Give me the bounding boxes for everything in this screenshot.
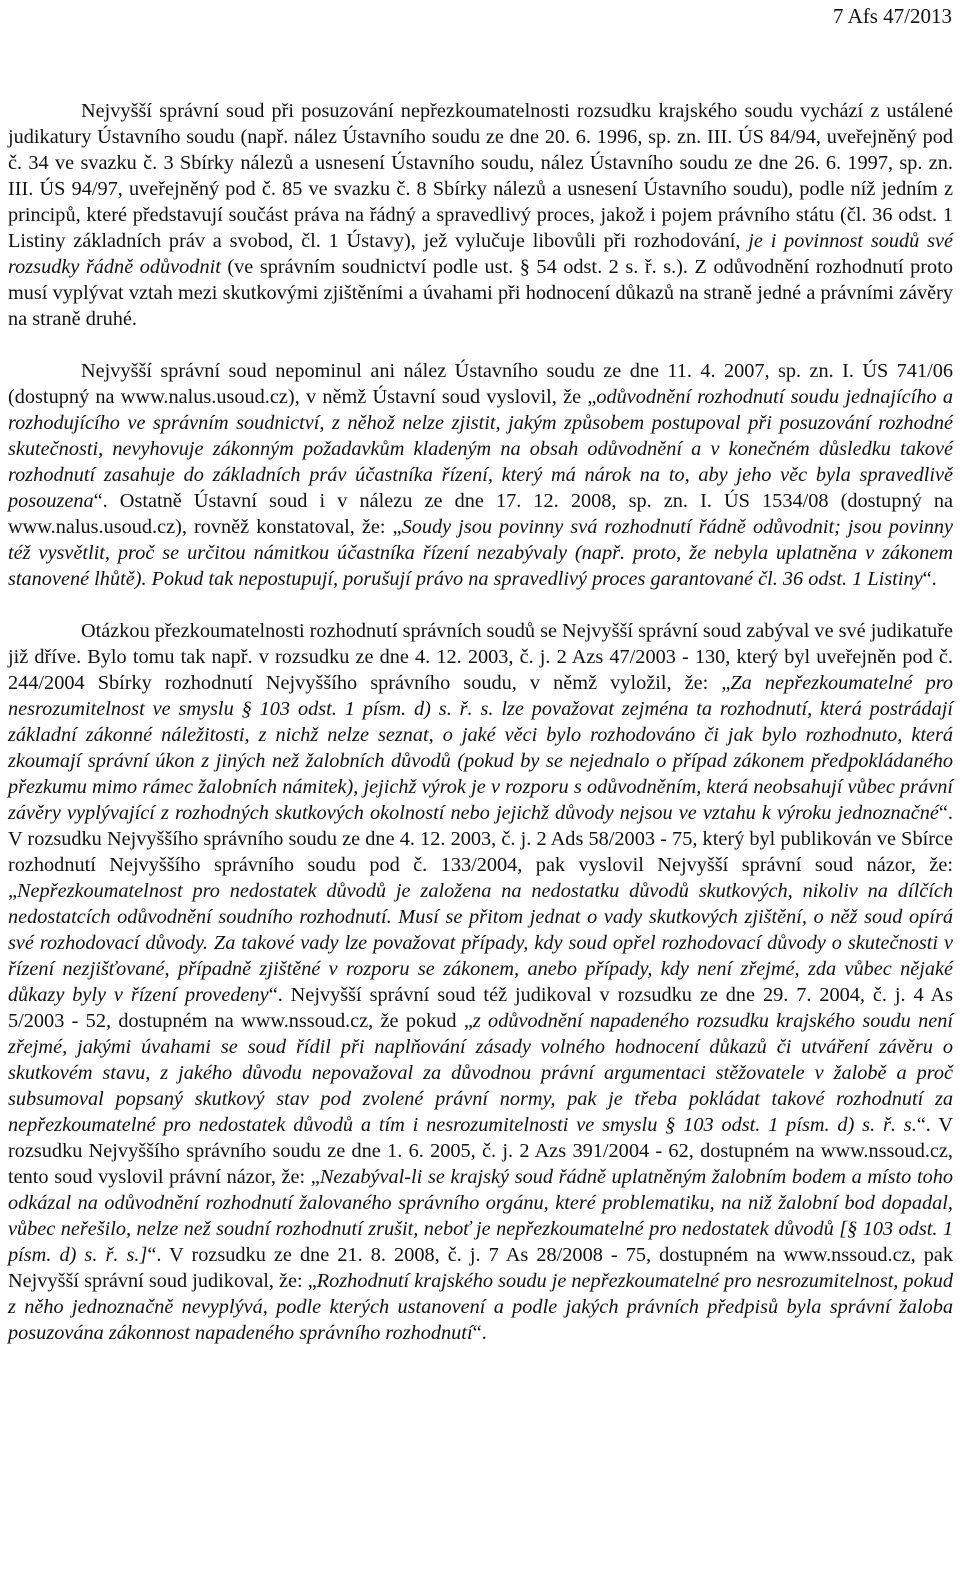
paragraph-2: [8, 358, 953, 592]
quoted-ruling-text: z odůvodnění napadeného rozsudku krajského soudu není zřejmé, jakými úvahami se soud řídil při naplňování zásady volného hodnocení důkazů či utváření závěru o skutkovém stavu, z jakého důvodu nepovažoval za důvodnou právní argumentaci stěžovatele v žalobě a proč subsumoval popsaný skutkový stav pod zvolené právní normy, pak je třeba pokládat takové rozhodnutí za nepřezkoumatelné pro nedostatek důvodů a tím i nesrozumitelnosti ve smyslu § 103 odst. 1 písm. d) s. ř. s.: [8, 1010, 953, 1136]
text-segment: Nejvyšší správní soud nepominul ani nález Ústavního soudu ze dne 11. 4. 2007, sp. zn. I. ÚS 741/06 (dostupný na www.nalus.usoud.cz), v němž Ústavní soud vyslovil, že „: [8, 360, 953, 408]
text-segment: “. Ostatně Ústavní soud i v nálezu ze dne 17. 12. 2008, sp. zn. I. ÚS 1534/08 (dostupný na www.nalus.usoud.cz), rovněž konstatoval, že: „: [8, 490, 953, 538]
text-segment: “. Nejvyšší správní soud též judikoval v rozsudku ze dne 29. 7. 2004, č. j. 4 As 5/2003 - 52, dostupném na www.nssoud.cz, že pokud „: [8, 984, 953, 1032]
paragraph-3: [8, 618, 953, 1346]
quoted-ruling-text: Nezabýval-li se krajský soud řádně uplatněným žalobním bodem a místo toho odkázal na odůvodnění rozhodnutí žalovaného správního orgánu, které problematiku, na niž žalobní bod dopadal, vůbec neřešilo, nelze než soudní rozhodnutí zrušit, neboť je nepřezkoumatelné pro nedostatek důvodů [§ 103 odst. 1 písm. d) s. ř. s.]: [8, 1166, 953, 1266]
quoted-ruling-text: odůvodnění rozhodnutí soudu jednajícího a rozhodujícího ve správním soudnictví, z něhož nelze zjistit, jakým způsobem postupoval při posuzování rozhodné skutečnosti, nevyhovuje zákonným požadavkům kladeným na obsah odůvodnění a v konečném důsledku takové rozhodnutí zasahuje do základních práv účastníka řízení, který má nárok na to, aby jeho věc byla spravedlivě posouzena: [8, 386, 953, 512]
paragraph-1: [8, 98, 953, 332]
document-body: [8, 98, 953, 1346]
text-segment: “.: [472, 1322, 487, 1344]
text-segment: “. V rozsudku Nejvyššího správního soudu ze dne 1. 6. 2005, č. j. 2 Azs 391/2004 - 62, dostupném na www.nssoud.cz, tento soud vyslovil právní názor, že: „: [8, 1114, 953, 1188]
quoted-ruling-text: Nepřezkoumatelnost pro nedostatek důvodů je založena na nedostatku důvodů skutkových, nikoliv na dílčích nedostatcích odůvodnění soudního rozhodnutí. Musí se přitom jednat o vady skutkových zjištění, o něž soud opírá své rozhodovací důvody. Za takové vady lze považovat případy, kdy soud opřel rozhodovací důvody o skutečnosti v řízení nezjišťované, případně zjištěné v rozporu se zákonem, anebo případy, kdy není zřejmé, zda vůbec nějaké důkazy byly v řízení provedeny: [8, 880, 953, 1006]
quoted-ruling-text: Soudy jsou povinny svá rozhodnutí řádně odůvodnit; jsou povinny též vysvětlit, proč se určitou námitkou účastníka řízení nezabývaly (např. proto, že nebyla uplatněna v zákonem stanovené lhůtě). Pokud tak nepostupují, porušují právo na spravedlivý proces garantované čl. 36 odst. 1 Listiny: [8, 516, 953, 590]
case-number: 7 Afs 47/2013: [832, 4, 952, 28]
text-segment: “.: [922, 568, 937, 590]
text-segment: Nejvyšší správní soud při posuzování nepřezkoumatelnosti rozsudku krajského soudu vychází z ustálené judikatury Ústavního soudu (např. nález Ústavního soudu ze dne 20. 6. 1996, sp. zn. III. ÚS 84/94, uveřejněný pod č. 34 ve svazku č. 3 Sbírky nálezů a usnesení Ústavního soudu, nález Ústavního soudu ze dne 26. 6. 1997, sp. zn. III. ÚS 94/97, uveřejněný pod č. 85 ve svazku č. 8 Sbírky nálezů a usnesení Ústavního soudu), podle níž jedním z principů, které představují součást práva na řádný a spravedlivý proces, jakož i pojem právního státu (čl. 36 odst. 1 Listiny základních práv a svobod, čl. 1 Ústavy), jež vylučuje libovůli při rozhodování,: [8, 100, 953, 252]
text-segment: “. V rozsudku ze dne 21. 8. 2008, č. j. 7 As 28/2008 - 75, dostupném na www.nssoud.cz, pak Nejvyšší správní soud judikoval, že: „: [8, 1244, 954, 1292]
text-segment: “. V rozsudku Nejvyššího správního soudu ze dne 4. 12. 2003, č. j. 2 Ads 58/2003 - 75, který byl publikován ve Sbírce rozhodnutí Nejvyššího správního soudu pod č. 133/2004, pak vyslovil Nejvyšší správní soud názor, že: „: [8, 802, 953, 902]
text-segment: (ve správním soudnictví podle ust. § 54 odst. 2 s. ř. s.). Z odůvodnění rozhodnutí proto musí vyplývat vztah mezi skutkovými zjištěními a úvahami při hodnocení důkazů na straně jedné a právními závěry na straně druhé.: [8, 256, 953, 330]
quoted-ruling-text: Za nepřezkoumatelné pro nesrozumitelnost ve smyslu § 103 odst. 1 písm. d) s. ř. s. lze považovat zejména ta rozhodnutí, která postrádají základní zákonné náležitosti, z nichž nelze seznat, o jaké věci bylo rozhodováno či jak bylo rozhodnuto, která zkoumají správní úkon z jiných než žalobních důvodů (pokud by se nejednalo o případ zákonem předpokládaného přezkumu mimo rámec žalobních námitek), jejichž výrok je v rozporu s odůvodněním, která neobsahují vůbec právní závěry vyplývající z rozhodných skutkových okolností nebo jejichž důvody nejsou ve vztahu k výroku jednoznačné: [8, 672, 953, 824]
emphasized-text-segment: je i povinnost soudů své rozsudky řádně odůvodnit: [8, 230, 953, 278]
text-segment: Otázkou přezkoumatelnosti rozhodnutí správních soudů se Nejvyšší správní soud zabýval ve své judikatuře již dříve. Bylo tomu tak např. v rozsudku ze dne 4. 12. 2003, č. j. 2 Azs 47/2003 - 130, který byl uveřejněn pod č. 244/2004 Sbírky rozhodnutí Nejvyššího správního soudu, v němž vyložil, že: „: [8, 620, 953, 694]
quoted-ruling-text: Rozhodnutí krajského soudu je nepřezkoumatelné pro nesrozumitelnost, pokud z něho jednoznačně nevyplývá, podle kterých ustanovení a podle jakých právních předpisů byla správní žaloba posuzována zákonnost napadeného správního rozhodnutí: [8, 1270, 953, 1344]
